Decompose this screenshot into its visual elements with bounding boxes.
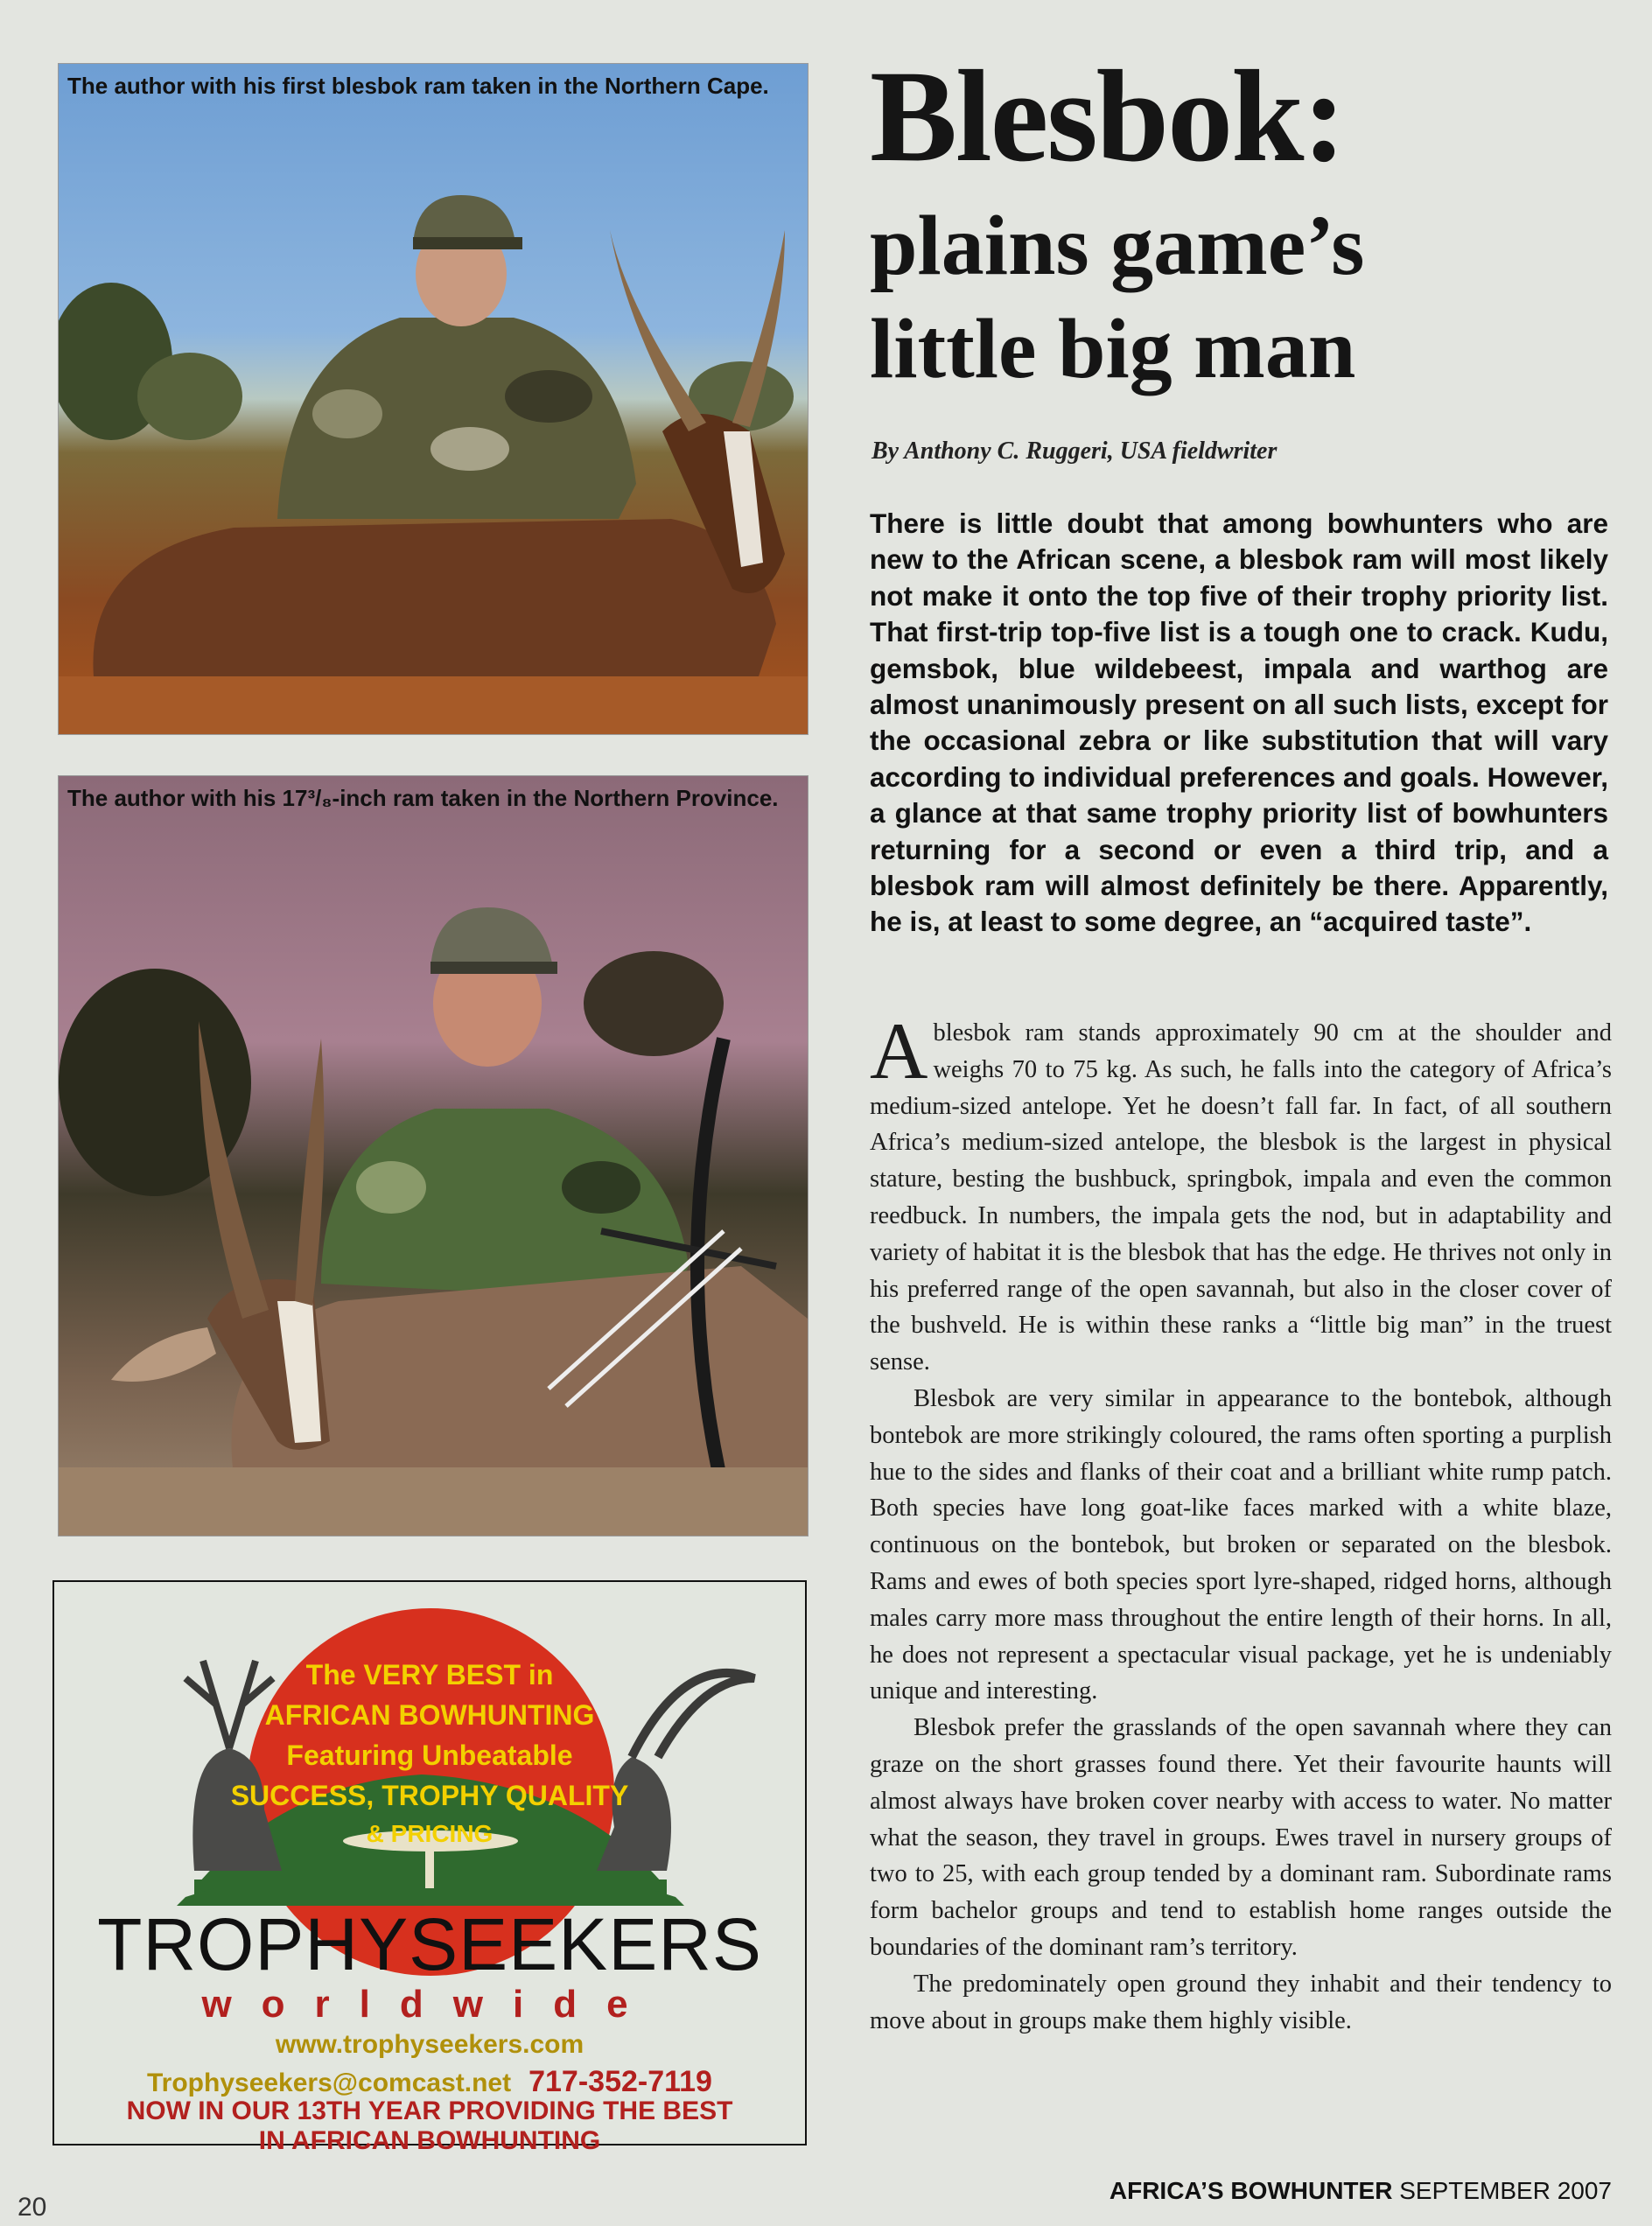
article-title: Blesbok: xyxy=(870,44,1345,189)
body-paragraph: The predominately open ground they inhabit and their tendency to move about in groups make them highly visible. xyxy=(870,1970,1612,2034)
ad-contact-line xyxy=(54,2065,805,2099)
ad-tagline-line: & PRICING xyxy=(366,1820,494,1847)
paragraph-text: blesbok ram stands approximately 90 cm at the shoulder and weighs 70 to 75 kg. As such, he falls into the category of Africa’s medium-sized antelope. Yet he doesn’t fall far. In fact, of all southern Africa’s medium-sized antelope, the blesbok is the largest in physical stature, besting the bushbuck, springbok, impala and even the common reedbuck. In numbers, the impala gets the nod, but in adaptability and variety of habitat it is the blesbok that has the edge. He thrives not only in his preferred range of the open savannah, but also in the closer cover of the bushveld. He is within these ranks a “little big man” in the truest sense. xyxy=(870,1019,1612,1376)
photo-caption: The author with his 17³/₈-inch ram taken in the Northern Province. xyxy=(67,785,779,811)
hunter-with-ram-image xyxy=(59,64,808,734)
ad-footer-line: NOW IN OUR 13TH YEAR PROVIDING THE BEST xyxy=(126,2096,733,2125)
article-byline: By Anthony C. Ruggeri, USA fieldwriter xyxy=(872,438,1278,465)
ad-brand-name: TROPHYSEEKERS xyxy=(97,1903,762,1985)
issue-date: SEPTEMBER 2007 xyxy=(1399,2177,1612,2204)
magazine-name: AFRICA’S BOWHUNTER xyxy=(1109,2177,1393,2204)
ad-email-link[interactable]: Trophyseekers@comcast.net xyxy=(147,2068,512,2097)
body-paragraph: Blesbok prefer the grasslands of the open savannah where they can graze on the short grasses found there. Yet their favourite haunts will almost always have broken cover nearby with access to water. No matter what the season, they travel in groups. Ewes travel in nursery groups of two to 25, with each group tended by a dominant ram. Subordinate rams form bachelor groups and tend to establish home ranges outside the boundaries of the dominant ram’s territory. xyxy=(870,1714,1612,1961)
photo-first-blesbok xyxy=(58,63,808,735)
ad-tagline-line: Featuring Unbeatable xyxy=(286,1740,573,1771)
ad-phone-number: 717-352-7119 xyxy=(528,2065,712,2098)
body-paragraph: Blesbok are very similar in appearance to the bontebok, although bontebok are more strikingly coloured, the rams often sporting a purplish hue to the sides and flanks of their coat and a brilliant white rump patch. Both species have long goat-like faces marked with a white blaze, continuous on the bontebok, but broken or separated on the blesbok. Rams and ewes of both species sport lyre-shaped, ridged horns, although males carry more mass throughout the entire length of their horns. In all, he does not represent a spectacular visual package, yet he is undeniably unique and interesting. xyxy=(870,1384,1612,1705)
ad-brand-subtitle: worldwide xyxy=(201,1983,658,2026)
ad-tagline-line: SUCCESS, TROPHY QUALITY xyxy=(230,1780,629,1811)
hunter-with-ram-and-bow-image xyxy=(59,776,808,1536)
trophyseekers-advertisement xyxy=(52,1580,807,2155)
article-intro: There is little doubt that among bowhunters who are new to the African scene, a blesbok ram will most likely not make it onto the top five of their trophy priority list. That first-trip top-five list is a tough one to crack. Kudu, gemsbok, blue wildebeest, impala and warthog are almost unanimously present on all such lists, except for the occasional zebra or like substitution that will vary according to individual preferences and goals. However, a glance at that same trophy priority list of bowhunters returning for a second or even a third trip, and a blesbok ram will almost definitely be there. Apparently, he is, at least to some degree, an “acquired taste”. xyxy=(870,508,1608,938)
page-number: 20 xyxy=(18,2193,47,2222)
article-subtitle-line: plains game’s xyxy=(870,199,1365,293)
ad-footer-line: IN AFRICAN BOWHUNTING xyxy=(258,2126,601,2155)
body-paragraph xyxy=(870,1006,1612,1381)
ad-website-link[interactable]: www.trophyseekers.com xyxy=(275,2030,584,2059)
article-body xyxy=(870,1006,1612,2039)
magazine-footer xyxy=(1110,2177,1612,2205)
photo-caption: The author with his first blesbok ram taken in the Northern Cape. xyxy=(67,73,769,99)
ad-tagline-line: AFRICAN BOWHUNTING xyxy=(264,1699,595,1731)
ad-tagline-line: The VERY BEST in xyxy=(305,1659,554,1690)
article-subtitle-line: little big man xyxy=(870,302,1356,396)
drop-cap: A xyxy=(870,1006,928,1096)
photo-northern-province-ram xyxy=(58,775,808,1536)
